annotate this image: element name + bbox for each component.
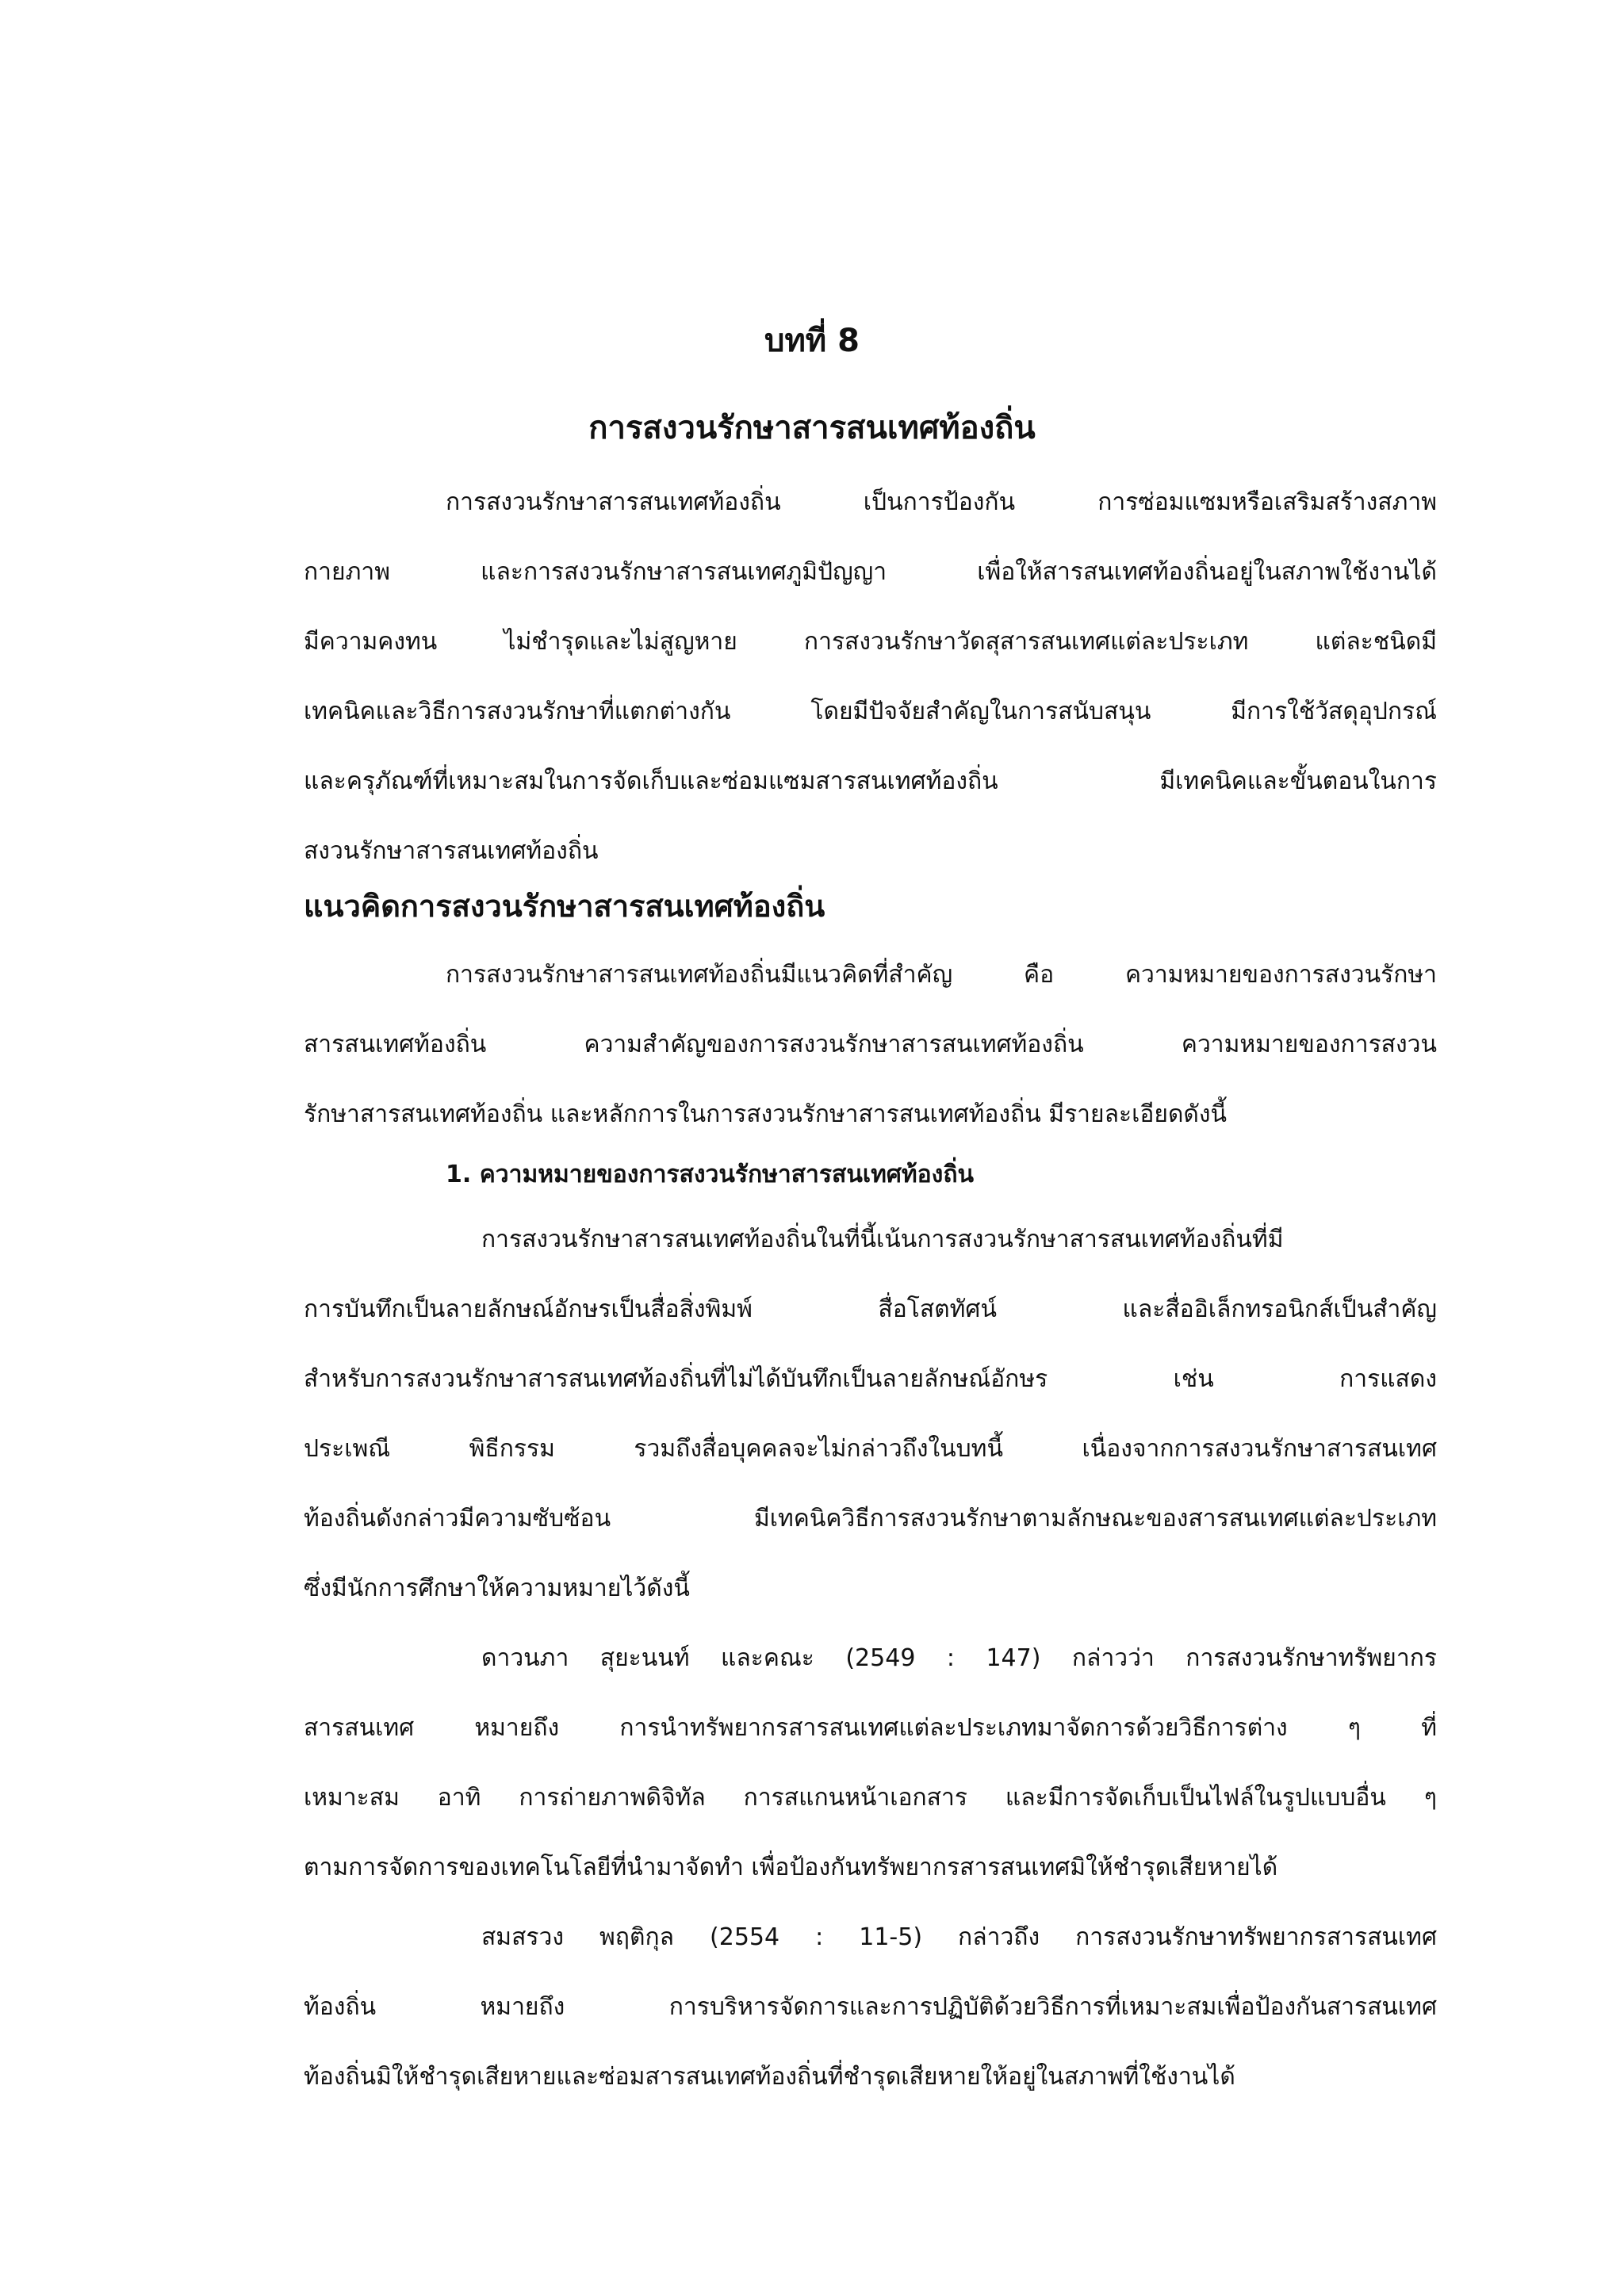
paragraph-line: ดาวนภา สุยะนนท์ และคณะ (2549 : 147) กล่าวว่า การสงวนรักษาทรัพยากร [481,1644,1437,1672]
section-line: สารสนเทศท้องถิ่น ความสำคัญของการสงวนรักษาสารสนเทศท้องถิ่น ความหมายของการสงวน [304,1031,1437,1058]
paragraph-line: การบันทึกเป็นลายลักษณ์อักษรเป็นสื่อสิ่งพิมพ์ สื่อโสตทัศน์ และสื่ออิเล็กทรอนิกส์เป็นสำคัญ [304,1295,1437,1323]
paragraph-line: ซึ่งมีนักการศึกษาให้ความหมายไว้ดังนี้ [304,1575,690,1602]
paragraph-line: ตามการจัดการของเทคโนโลยีที่นำมาจัดทำ เพื่อป้องกันทรัพยากรสารสนเทศมิให้ชำรุดเสียหายได้ [304,1854,1278,1881]
subsection-heading: 1. ความหมายของการสงวนรักษาสารสนเทศท้องถิ่น [446,1161,975,1188]
paragraph-line: การสงวนรักษาสารสนเทศท้องถิ่นในที่นี้เน้นการสงวนรักษาสารสนเทศท้องถิ่นที่มี [481,1226,1284,1253]
intro-line: และครุภัณฑ์ที่เหมาะสมในการจัดเก็บและซ่อมแซมสารสนเทศท้องถิ่น มีเทคนิคและขั้นตอนในการ [304,767,1437,795]
paragraph-line: ท้องถิ่น หมายถึง การบริหารจัดการและการปฏิบัติด้วยวิธีการที่เหมาะสมเพื่อป้องกันสารสนเทศ [304,1993,1437,2021]
section-line: การสงวนรักษาสารสนเทศท้องถิ่นมีแนวคิดที่สำคัญ คือ ความหมายของการสงวนรักษา [446,961,1437,989]
section-line: รักษาสารสนเทศท้องถิ่น และหลักการในการสงวนรักษาสารสนเทศท้องถิ่น มีรายละเอียดดังนี้ [304,1100,1228,1128]
paragraph-line: ประเพณี พิธีกรรม รวมถึงสื่อบุคคลจะไม่กล่าวถึงในบทนี้ เนื่องจากการสงวนรักษาสารสนเทศ [304,1435,1437,1463]
section-heading: แนวคิดการสงวนรักษาสารสนเทศท้องถิ่น [304,889,825,924]
paragraph-line: ท้องถิ่นมิให้ชำรุดเสียหายและซ่อมสารสนเทศท้องถิ่นที่ชำรุดเสียหายให้อยู่ในสภาพที่ใช้งานได้ [304,2063,1235,2091]
intro-line: เทคนิคและวิธีการสงวนรักษาที่แตกต่างกัน โดยมีปัจจัยสำคัญในการสนับสนุน มีการใช้วัสดุอุปกรณ์ [304,698,1437,725]
chapter-number: บทที่ 8 [764,323,860,359]
chapter-title: การสงวนรักษาสารสนเทศท้องถิ่น [588,410,1036,446]
paragraph-line: สารสนเทศ หมายถึง การนำทรัพยากรสารสนเทศแต่ละประเภทมาจัดการด้วยวิธีการต่าง ๆ ที่ [304,1714,1437,1742]
paragraph-line: เหมาะสม อาทิ การถ่ายภาพดิจิทัล การสแกนหน้าเอกสาร และมีการจัดเก็บเป็นไฟล์ในรูปแบบอื่น ๆ [304,1784,1437,1812]
paragraph-line: สมสรวง พฤติกุล (2554 : 11-5) กล่าวถึง การสงวนรักษาทรัพยากรสารสนเทศ [481,1923,1437,1951]
intro-line: การสงวนรักษาสารสนเทศท้องถิ่น เป็นการป้องกัน การซ่อมแซมหรือเสริมสร้างสภาพ [446,488,1437,516]
paragraph-line: สำหรับการสงวนรักษาสารสนเทศท้องถิ่นที่ไม่ได้บันทึกเป็นลายลักษณ์อักษร เช่น การแสดง [304,1365,1437,1393]
intro-line: กายภาพ และการสงวนรักษาสารสนเทศภูมิปัญญา เพื่อให้สารสนเทศท้องถิ่นอยู่ในสภาพใช้งานได้ [304,558,1437,586]
intro-line: สงวนรักษาสารสนเทศท้องถิ่น [304,837,599,865]
paragraph-line: ท้องถิ่นดังกล่าวมีความซับซ้อน มีเทคนิควิธีการสงวนรักษาตามลักษณะของสารสนเทศแต่ละประเภท [304,1505,1437,1533]
intro-line: มีความคงทน ไม่ชำรุดและไม่สูญหาย การสงวนรักษาวัดสุสารสนเทศแต่ละประเภท แต่ละชนิดมี [304,628,1437,656]
